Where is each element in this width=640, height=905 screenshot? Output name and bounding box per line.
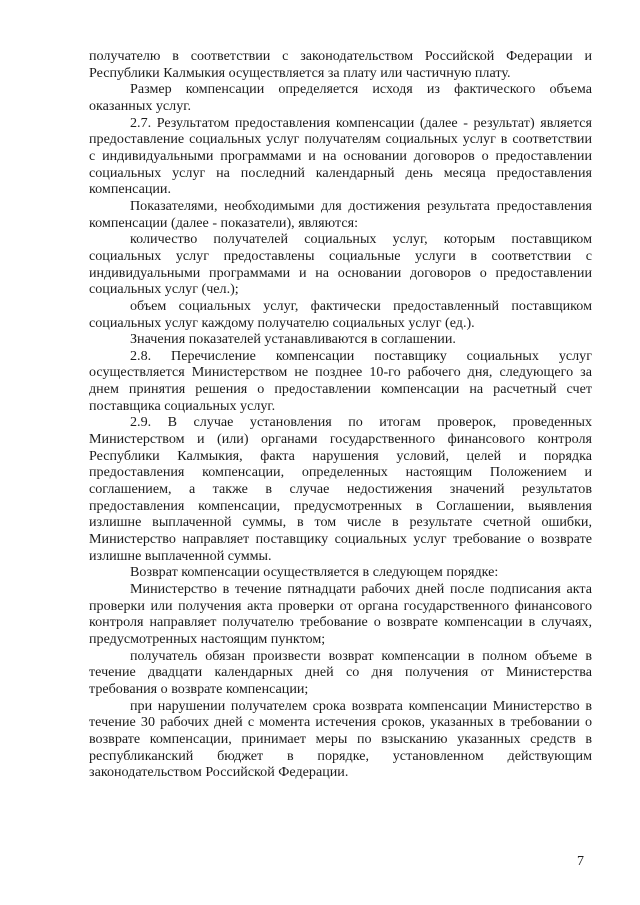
page-number: 7 xyxy=(577,854,584,869)
body-text xyxy=(89,48,592,781)
paragraph-2-7-result: 2.7. Результатом предоставления компенсации (далее - результат) является предоставление социальных услуг получателям социальных услуг в соответствии с индивидуальными программами и на основании договоров о предоставлении социальных услуг на последний календарный день месяца предоставления компенсации. xyxy=(89,114,592,198)
paragraph-refund-violation: при нарушении получателем срока возврата компенсации Министерство в течение 30 рабочих дней с момента истечения сроков, указанных в требовании о возврате компенсации, принимает меры по взысканию указанных средств в республиканский бюджет в порядке, установленном действующим законодательством Российской Федерации. xyxy=(89,697,592,781)
paragraph-indicators-intro: Показателями, необходимыми для достижения результата предоставления компенсации (далее - показатели), являются: xyxy=(89,197,592,231)
paragraph-continuation: получателю в соответствии с законодательством Российской Федерации и Республики Калмыкия осуществляется за плату или частичную плату. xyxy=(89,48,592,81)
paragraph-indicator-volume: объем социальных услуг, фактически предоставленный поставщиком социальных услуг каждому получателю социальных услуг (ед.). xyxy=(89,297,592,331)
paragraph-2-8-transfer: 2.8. Перечисление компенсации поставщику социальных услуг осуществляется Министерством не позднее 10-го рабочего дня, следующего за днем принятия решения о предоставлении компенсации на расчетный счет поставщика социальных услуг. xyxy=(89,347,592,414)
paragraph-refund-order: Возврат компенсации осуществляется в следующем порядке: xyxy=(130,564,499,581)
paragraph-indicator-recipients: количество получателей социальных услуг, которым поставщиком социальных услуг предоставлены социальные услуги в соответствии с индивидуальными программами и на основании договоров о предоставлении социальных услуг (чел.); xyxy=(89,231,592,298)
paragraph-compensation-size: Размер компенсации определяется исходя из фактического объема оказанных услуг. xyxy=(89,81,592,114)
paragraph-refund-recipient: получатель обязан произвести возврат компенсации в полном объеме в течение двадцати календарных дней со дня получения от Министерства требования о возврате компенсации; xyxy=(89,647,592,697)
paragraph-refund-ministry: Министерство в течение пятнадцати рабочих дней после подписания акта проверки или получения акта проверки от органа государственного финансового контроля направляет получателю требование о возврате компенсации в случаях, предусмотренных настоящим пунктом; xyxy=(89,581,592,647)
paragraph-indicator-values: Значения показателей устанавливаются в соглашении. xyxy=(130,331,456,348)
paragraph-2-9-violations: 2.9. В случае установления по итогам проверок, проведенных Министерством и (или) органами государственного финансового контроля Республики Калмыкия, факта нарушения условий, целей и порядка предоставления компенсации, определенных настоящим Положением и соглашением, а также в случае недостижения значений результатов предоставления компенсации, предусмотренных в Соглашении, выявления излишне выплаченной суммы, в том числе в результате счетной ошибки, Министерство направляет поставщику социальных услуг требование о возврате излишне выплаченной суммы. xyxy=(89,414,592,564)
